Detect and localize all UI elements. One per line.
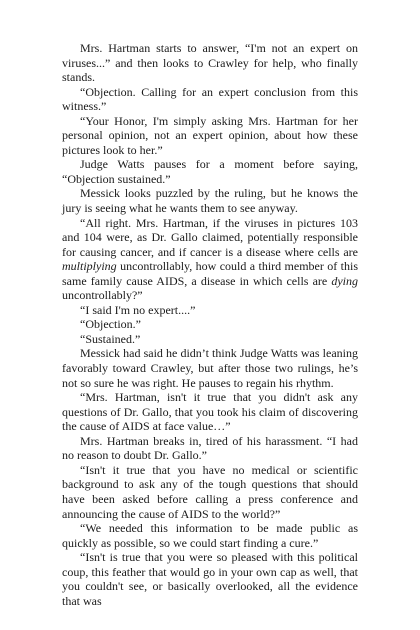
text-run: uncontrollably?” xyxy=(62,288,143,303)
paragraph xyxy=(62,85,358,114)
italic-text-run: dying xyxy=(331,273,358,288)
text-run: “Sustained.” xyxy=(80,331,141,346)
book-page xyxy=(62,41,358,608)
text-run: “Objection. Calling for an expert conclusion from this witness.” xyxy=(62,84,358,114)
text-run: “Your Honor, I'm simply asking Mrs. Hartman for her personal opinion, not an expert opinion, about how these pictures look to her.” xyxy=(62,113,358,157)
paragraph xyxy=(62,216,358,303)
text-run: “Isn't is true that you were so pleased with this political coup, this feather that would go in your own cap as well, that you couldn't see, or basically overlooked, all the evidence that was xyxy=(62,550,358,608)
paragraph xyxy=(62,434,358,463)
paragraph xyxy=(62,332,358,347)
text-run: Messick looks puzzled by the ruling, but he knows the jury is seeing what he wants them to see anyway. xyxy=(62,186,358,216)
paragraph xyxy=(62,463,358,521)
paragraph xyxy=(62,317,358,332)
text-run: Judge Watts pauses for a moment before saying, “Objection sustained.” xyxy=(62,157,358,186)
paragraph xyxy=(62,550,358,608)
paragraph xyxy=(62,157,358,186)
paragraph xyxy=(62,521,358,550)
text-run: Mrs. Hartman starts to answer, “I'm not an expert on viruses...” and then looks to Crawley for help, who finally stands. xyxy=(62,41,358,85)
text-run: Mrs. Hartman breaks in, tired of his harassment. “I had no reason to doubt Dr. Gallo.” xyxy=(62,433,358,463)
paragraph xyxy=(62,186,358,215)
paragraph xyxy=(62,114,358,158)
paragraph xyxy=(62,346,358,390)
text-run: “Mrs. Hartman, isn't it true that you didn't ask any questions of Dr. Gallo, that you took his claim of discovering the cause of AIDS at face value…” xyxy=(62,390,358,434)
text-run: “We needed this information to be made public as quickly as possible, so we could start finding a cure.” xyxy=(62,521,358,550)
paragraph xyxy=(62,390,358,434)
text-run: uncontrollably, how could a third member of this same family cause AIDS, a disease in which cells are xyxy=(62,259,358,288)
text-run: “Objection.” xyxy=(80,317,141,332)
text-run: Messick had said he didn’t think Judge Watts was leaning favorably toward Crawley, but after those two rulings, he’s not so sure he was right. He pauses to regain his rhythm. xyxy=(62,346,358,390)
paragraph xyxy=(62,303,358,318)
text-run: “All right. Mrs. Hartman, if the viruses in pictures 103 and 104 were, as Dr. Gallo claimed, potentially responsible for causing cancer, and if cancer is a disease where cells are xyxy=(62,215,358,259)
italic-text-run: multiplying xyxy=(62,259,117,274)
text-run: “Isn't it true that you have no medical or scientific background to ask any of the tough questions that should have been asked before calling a press conference and announcing the cause of AIDS to the world?” xyxy=(62,462,358,521)
text-run: “I said I'm no expert....” xyxy=(80,302,196,317)
paragraph xyxy=(62,41,358,85)
